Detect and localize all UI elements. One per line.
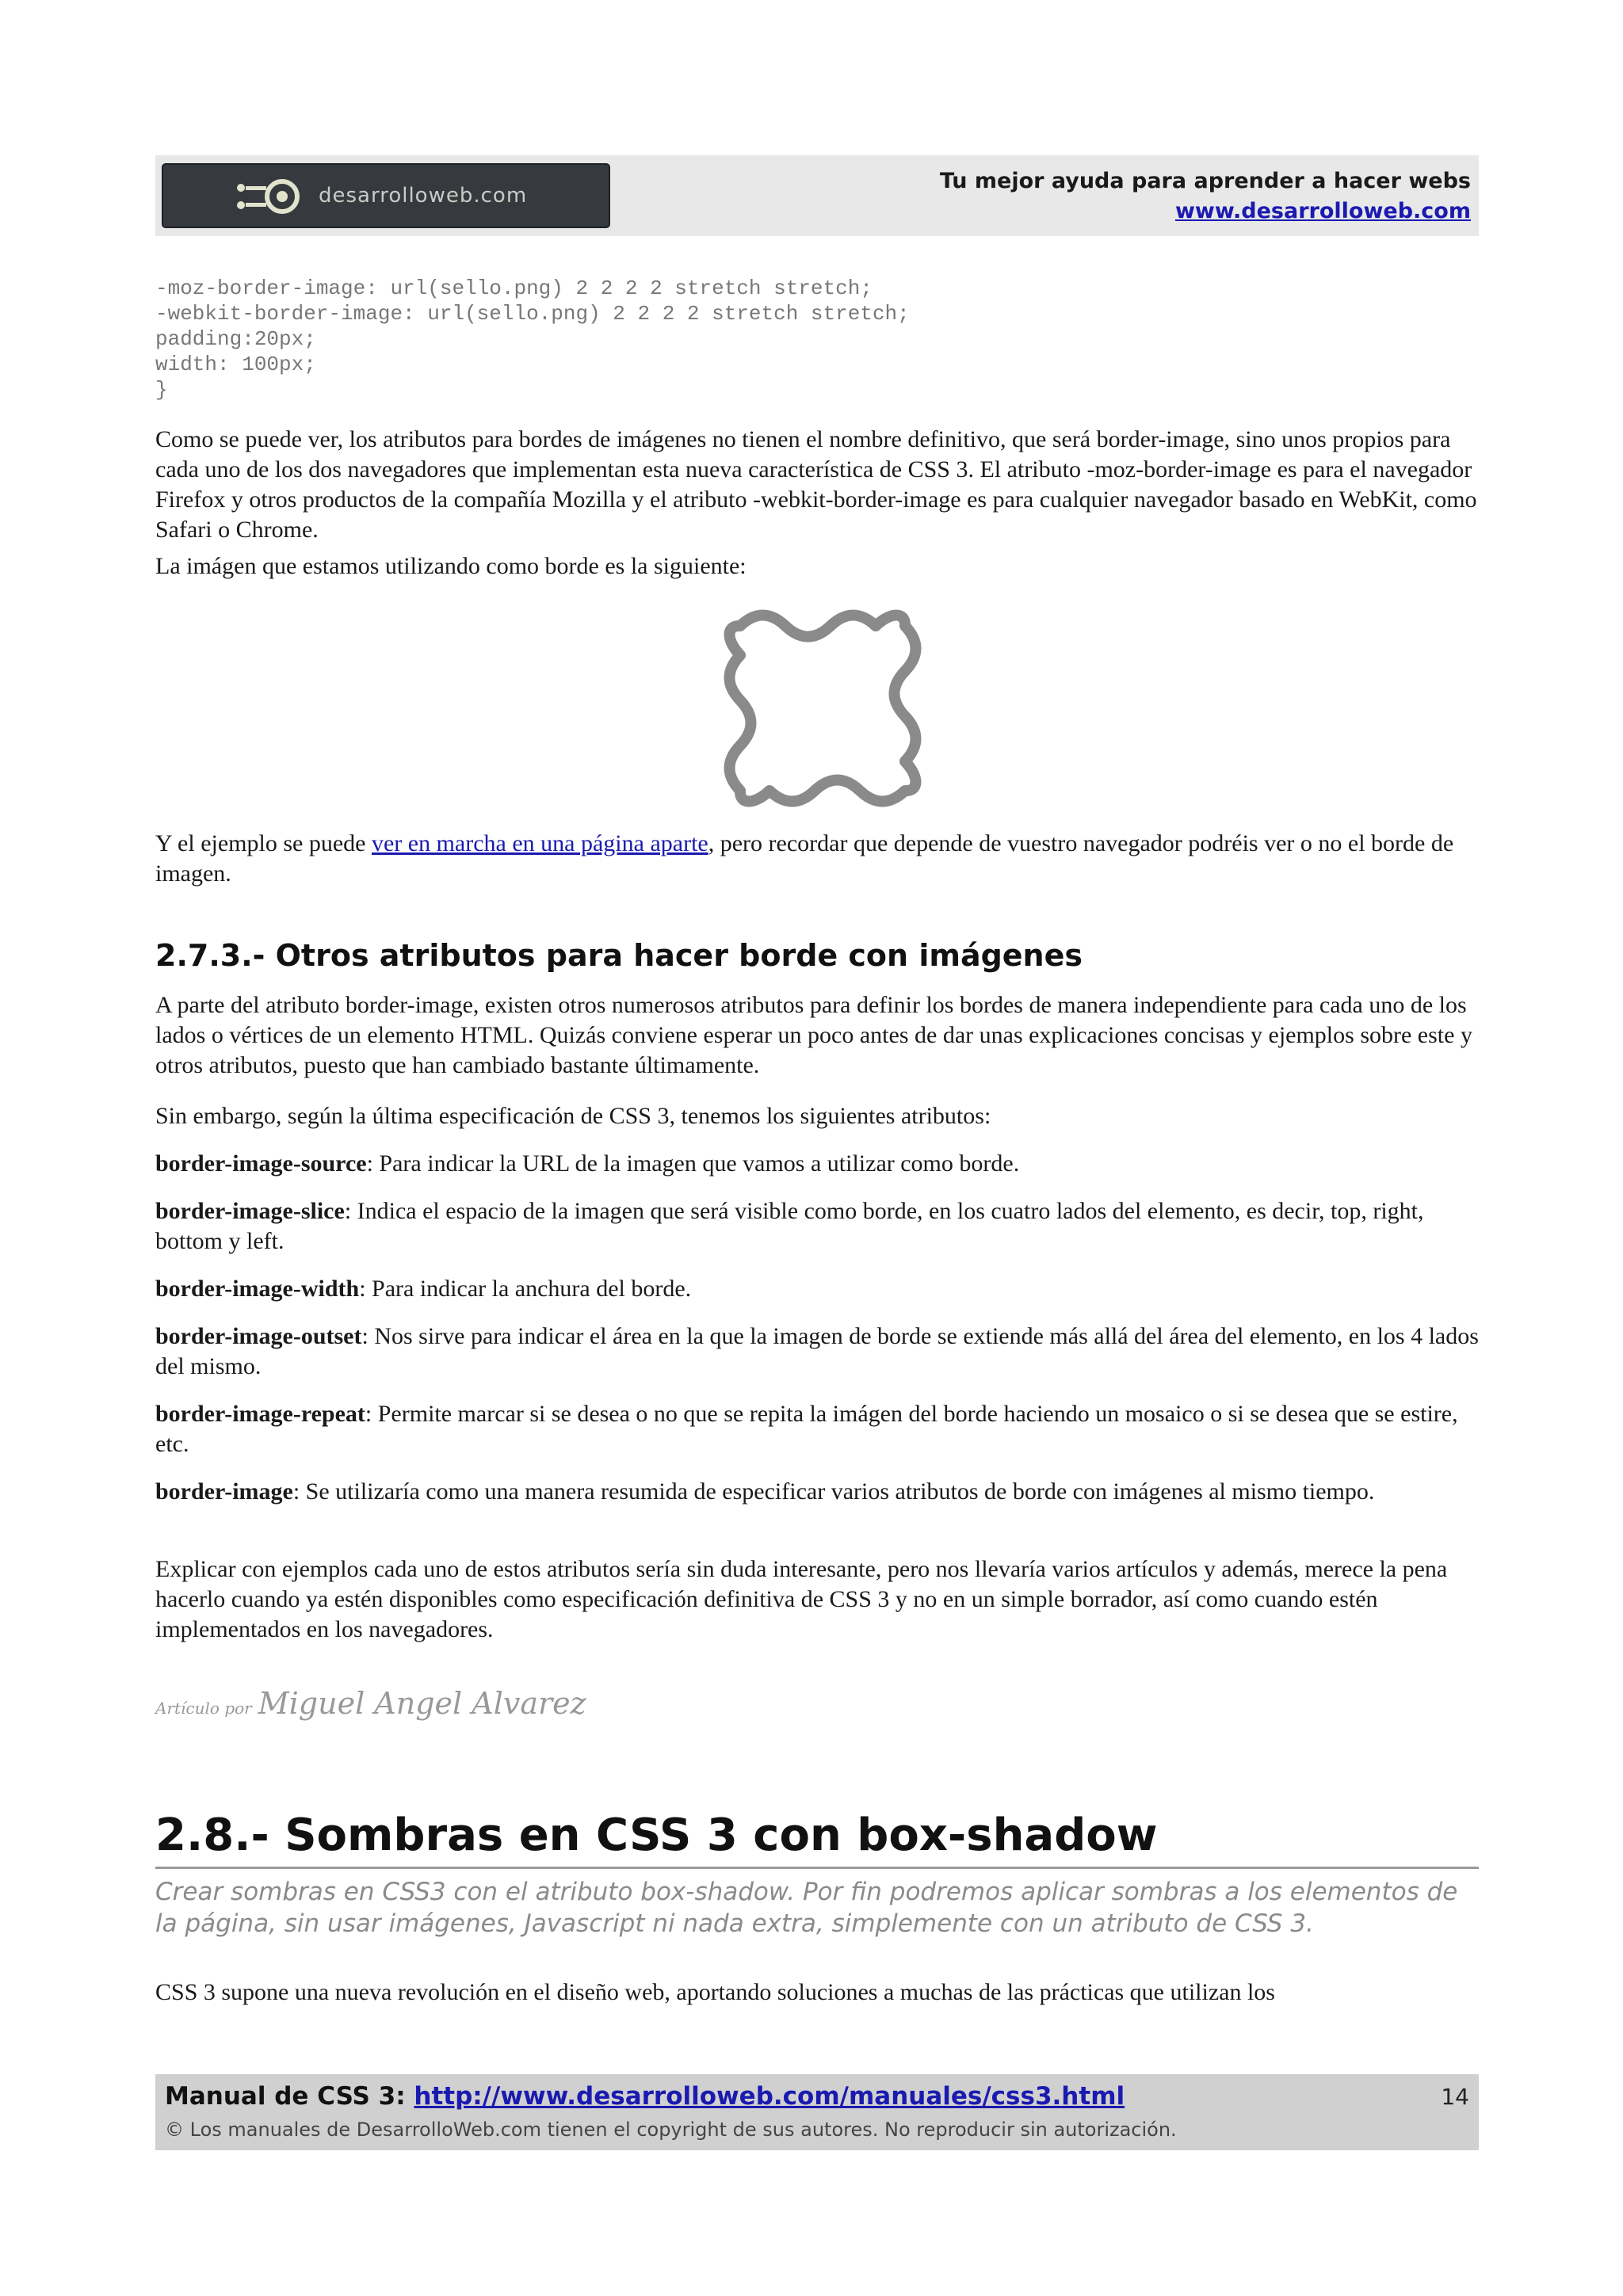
section-heading-2-8: 2.8.- Sombras en CSS 3 con box-shadow [155, 1810, 1158, 1861]
heading-divider [155, 1867, 1479, 1869]
author-by-label: Artículo por [155, 1699, 252, 1718]
header-site-link[interactable]: www.desarrolloweb.com [1174, 199, 1471, 223]
page-number: 14 [1441, 2084, 1469, 2110]
attribute-item [155, 1322, 1479, 1382]
example-text-before: Y el ejemplo se puede [155, 830, 372, 856]
author-signature [155, 1686, 586, 1721]
document-page [155, 155, 1479, 2152]
paragraph-border-attributes: Como se puede ver, los atributos para bordes de imágenes no tienen el nombre definitivo, que será border-image, sino unos propios para cada uno de los dos navegadores que implementan esta nueva característica de CSS 3. El atributo -moz-border-image es para el navegador Firefox y otros productos de la compañía Mozilla y el atributo -webkit-border-image es para cualquier navegador basado en WebKit, como Safari o Chrome. [155, 426, 1477, 543]
attribute-name: border-image-width [155, 1276, 360, 1302]
header-tagline [940, 166, 1471, 227]
attribute-name: border-image-source [155, 1150, 367, 1177]
paragraph-example [155, 829, 1479, 889]
attribute-desc: : Permite marcar si se desea o no que se repita la imágen del borde haciendo un mosaico o si se desea que se estire, etc. [155, 1401, 1458, 1457]
attribute-desc: : Indica el espacio de la imagen que será visible como borde, en los cuatro lados del elemento, es decir, top, right, bottom y left. [155, 1198, 1424, 1254]
tagline-text: Tu mejor ayuda para aprender a hacer webs [939, 169, 1471, 193]
code-block [155, 276, 910, 402]
attribute-item [155, 1477, 1479, 1507]
page-header [155, 155, 1479, 236]
manual-link[interactable]: http://www.desarrolloweb.com/manuales/css3.html [414, 2082, 1125, 2111]
site-logo[interactable] [162, 163, 610, 228]
code-line: -moz-border-image: url(sello.png) 2 2 2 2 stretch stretch; [155, 277, 873, 300]
section-heading-2-7-3: 2.7.3.- Otros atributos para hacer borde con imágenes [155, 938, 1083, 973]
section-lead: Crear sombras en CSS3 con el atributo box-shadow. Por fin podremos aplicar sombras a los elementos de la página, sin usar imágenes, Javascript ni nada extra, simplemente con un atributo de CSS 3. [155, 1878, 1458, 1938]
attribute-desc: : Se utilizaría como una manera resumida de especificar varios atributos de borde con imágenes al mismo tiempo. [292, 1478, 1375, 1505]
attribute-desc: : Para indicar la anchura del borde. [359, 1276, 692, 1302]
code-line: padding:20px; [155, 327, 316, 351]
attribute-item [155, 1196, 1479, 1257]
attribute-item [155, 1274, 1479, 1304]
attribute-desc: : Para indicar la URL de la imagen que vamos a utilizar como borde. [366, 1150, 1020, 1177]
attribute-name: border-image-repeat [155, 1401, 365, 1427]
page-footer [155, 2074, 1479, 2150]
paragraph-other-attributes: A parte del atributo border-image, existen otros numerosos atributos para definir los bordes de manera independiente para cada uno de los lados o vértices de un elemento HTML. Quizás conviene esperar un poco antes de dar unas explicaciones concisas y ejemplos sobre este y otros atributos, puesto que han cambiado bastante últimamente. [155, 992, 1472, 1078]
paragraph-spec: Sin embargo, según la última especificación de CSS 3, tenemos los siguientes atributos: [155, 1103, 991, 1129]
logo-symbol-icon [235, 177, 314, 216]
paragraph-css3-revolution: CSS 3 supone una nueva revolución en el diseño web, aportando soluciones a muchas de las prácticas que utilizan los [155, 1979, 1275, 2005]
code-line: width: 100px; [155, 353, 316, 376]
example-text-after: , pero recordar que depende de vuestro navegador podréis ver o no el borde de imagen. [155, 830, 1454, 887]
logo-wordmark: desarrolloweb.com [319, 184, 528, 208]
attribute-name: border-image-outset [155, 1323, 362, 1349]
copyright-notice: © Los manuales de DesarrolloWeb.com tienen el copyright de sus autores. No reproducir sin autorización. [165, 2119, 1177, 2141]
manual-label: Manual de CSS 3: [165, 2082, 414, 2111]
sello-border-image [721, 607, 924, 810]
attribute-item [155, 1399, 1479, 1459]
code-line: -webkit-border-image: url(sello.png) 2 2 2 2 stretch stretch; [155, 302, 910, 326]
footer-title [165, 2082, 1125, 2111]
attribute-name: border-image [155, 1478, 293, 1505]
author-name: Miguel Angel Alvarez [258, 1686, 586, 1721]
attribute-desc: : Nos sirve para indicar el área en la que la imagen de borde se extiende más allá del área del elemento, en los 4 lados del mismo. [155, 1323, 1479, 1379]
attribute-item [155, 1149, 1479, 1179]
attribute-name: border-image-slice [155, 1198, 345, 1224]
code-line: } [155, 378, 168, 402]
paragraph-image-intro: La imágen que estamos utilizando como borde es la siguiente: [155, 553, 747, 579]
paragraph-closing: Explicar con ejemplos cada uno de estos atributos sería sin duda interesante, pero nos llevaría varios artículos y además, merece la pena hacerlo cuando ya estén disponibles como especificación definitiva de CSS 3 y no en un simple borrador, así como cuando estén implementados en los navegadores. [155, 1556, 1448, 1642]
example-page-link[interactable]: ver en marcha en una página aparte [371, 830, 708, 856]
